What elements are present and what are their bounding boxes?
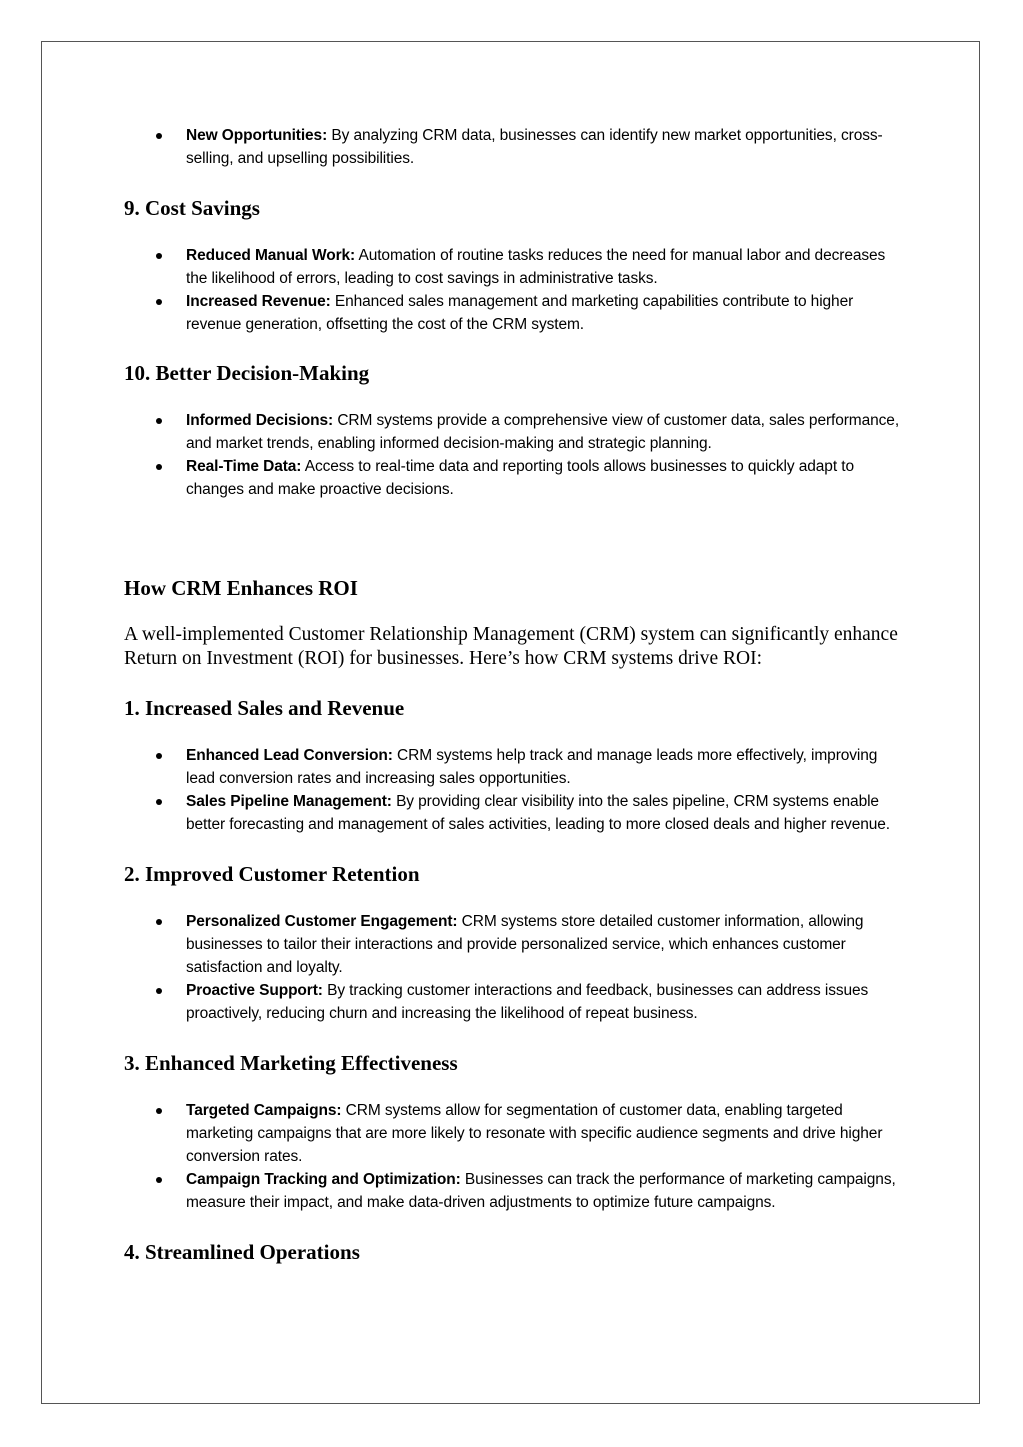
bullet-term: Enhanced Lead Conversion: [186, 747, 393, 764]
bullet-icon [156, 1177, 162, 1183]
bullet-icon [156, 464, 162, 470]
bullet-icon [156, 988, 162, 994]
list-item [124, 1099, 904, 1168]
bullet-term: Personalized Customer Engagement: [186, 913, 458, 930]
section-heading: 4. Streamlined Operations [124, 1240, 360, 1264]
bullet-term: Sales Pipeline Management: [186, 793, 392, 810]
bullet-icon [156, 799, 162, 805]
bullet-icon [156, 418, 162, 424]
bullet-text: Automation of routine tasks reduces the need for manual labor and decreases the likelihood of errors, leading to cost savings in administrative tasks. [186, 247, 886, 287]
bullet-text: By analyzing CRM data, businesses can identify new market opportunities, cross-selling, and upselling possibilities. [186, 127, 883, 167]
bullet-term: Campaign Tracking and Optimization: [186, 1171, 461, 1188]
bullet-icon [156, 1108, 162, 1114]
bullet-icon [156, 133, 162, 139]
bullet-term: Proactive Support: [186, 982, 323, 999]
list-item [124, 744, 904, 790]
bullet-text: Access to real-time data and reporting tools allows businesses to quickly adapt to changes and make proactive decisions. [186, 458, 854, 498]
bullet-list [124, 744, 904, 836]
bullet-term: Targeted Campaigns: [186, 1102, 342, 1119]
bullet-list [124, 409, 904, 501]
bullet-text: By providing clear visibility into the sales pipeline, CRM systems enable better forecasting and management of sales activities, leading to more closed deals and higher revenue. [186, 793, 890, 833]
bullet-text: CRM systems store detailed customer information, allowing businesses to tailor their interactions and provide personalized service, which enhances customer satisfaction and loyalty. [186, 913, 864, 976]
section-heading: 2. Improved Customer Retention [124, 862, 420, 886]
intro-paragraph: A well-implemented Customer Relationship Management (CRM) system can significantly enhance Return on Investment (ROI) for businesses. Here’s how CRM systems drive ROI: [124, 624, 898, 669]
bullet-icon [156, 919, 162, 925]
bullet-term: Informed Decisions: [186, 412, 334, 429]
bullet-term: New Opportunities: [186, 127, 328, 144]
list-item [124, 1168, 904, 1214]
list-item [124, 290, 904, 336]
list-item [124, 244, 904, 290]
section-heading: 9. Cost Savings [124, 196, 260, 220]
bullet-text: CRM systems help track and manage leads more effectively, improving lead conversion rates and increasing sales opportunities. [186, 747, 878, 787]
bullet-text: By tracking customer interactions and feedback, businesses can address issues proactively, reducing churn and increasing the likelihood of repeat business. [186, 982, 869, 1022]
bullet-term: Reduced Manual Work: [186, 247, 356, 264]
section-heading: 10. Better Decision-Making [124, 361, 370, 385]
list-item [124, 409, 904, 455]
bullet-term: Increased Revenue: [186, 293, 331, 310]
bullet-text: CRM systems provide a comprehensive view of customer data, sales performance, and market trends, enabling informed decision-making and strategic planning. [186, 412, 900, 452]
list-item [124, 979, 904, 1025]
bullet-text: Businesses can track the performance of marketing campaigns, measure their impact, and make data-driven adjustments to optimize future campaigns. [186, 1171, 896, 1211]
bullet-text: CRM systems allow for segmentation of customer data, enabling targeted marketing campaigns that are more likely to resonate with specific audience segments and drive higher conversion rates. [186, 1102, 883, 1165]
section-heading: 3. Enhanced Marketing Effectiveness [124, 1051, 458, 1075]
bullet-text: Enhanced sales management and marketing capabilities contribute to higher revenue generation, offsetting the cost of the CRM system. [186, 293, 854, 333]
list-item [124, 455, 904, 501]
bullet-icon [156, 253, 162, 259]
bullet-term: Real-Time Data: [186, 458, 302, 475]
section-heading: How CRM Enhances ROI [124, 576, 358, 600]
bullet-icon [156, 753, 162, 759]
list-item [124, 790, 904, 836]
list-item [124, 124, 904, 170]
section-heading: 1. Increased Sales and Revenue [124, 696, 405, 720]
bullet-list [124, 124, 904, 170]
list-item [124, 910, 904, 979]
document-content [124, 124, 904, 1265]
bullet-list [124, 910, 904, 1025]
bullet-list [124, 244, 904, 336]
bullet-list [124, 1099, 904, 1214]
bullet-icon [156, 299, 162, 305]
